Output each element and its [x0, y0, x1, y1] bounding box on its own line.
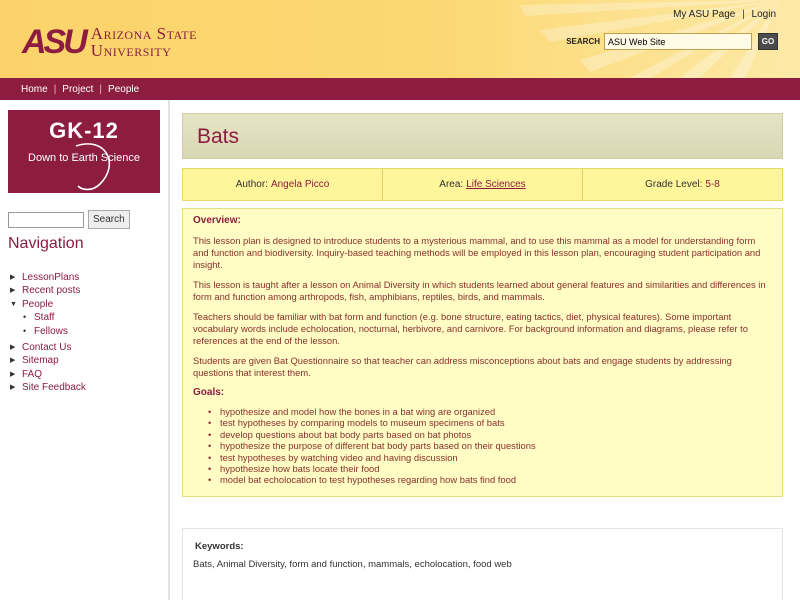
chevron-right-icon: ▶	[10, 344, 16, 352]
sidebar-item-label: Contact Us	[22, 342, 72, 354]
goal-item: • hypothesize and model how the bones in a bat wing are organized	[220, 406, 772, 417]
grade-label: Grade Level:	[645, 179, 703, 190]
sidebar-item-sitemap[interactable]	[10, 354, 86, 367]
sidebar-item-contact-us[interactable]	[10, 341, 86, 354]
chevron-down-icon: ▼	[10, 300, 17, 308]
chevron-right-icon: ▶	[10, 370, 16, 378]
site-search-input[interactable]	[604, 33, 752, 50]
goal-item: • hypothesize how bats locate their food	[220, 463, 772, 474]
login-link[interactable]: Login	[751, 9, 776, 20]
keywords-values: Bats, Animal Diversity, form and function, mammals, echolocation, food web	[193, 559, 512, 570]
overview-paragraph: This lesson plan is designed to introduce students to a mysterious mammal, and to use this mammal as a model for understanding form and function and biodiversity. Inquiry-based teaching methods will be employed in this lesson plan, encouraging student participation and insight.	[193, 235, 761, 270]
area-link[interactable]: Life Sciences	[466, 179, 526, 190]
header-search	[566, 33, 778, 50]
sidebar-item-recent-posts[interactable]	[10, 284, 86, 297]
sidebar-item-label: Fellows	[34, 325, 68, 337]
divider: |	[742, 9, 745, 20]
divider: |	[99, 83, 103, 95]
sidebar-item-faq[interactable]	[10, 368, 86, 381]
overview-paragraph: Students are given Bat Questionnaire so that teacher can address misconceptions about bats and engage students by addressing questions that interest them.	[193, 355, 732, 378]
navigation-menu	[10, 271, 86, 395]
top-links	[673, 9, 776, 20]
nav-home[interactable]: Home	[21, 83, 48, 95]
keywords-panel	[182, 528, 783, 600]
sidebar-item-label: Site Feedback	[22, 382, 86, 394]
area-cell	[383, 169, 583, 200]
page-title: Bats	[197, 125, 240, 148]
search-label: SEARCH	[566, 37, 600, 46]
primary-nav	[0, 78, 800, 100]
asu-logo-line1: Arizona State	[90, 24, 197, 43]
overview-paragraph: Teachers should be familiar with bat form and function (e.g. bone structure, eating tactics, diet, physical features). Some important vocabulary words include echolocation, nocturnal, herbivore, and carnivore. For background information and diagrams, please refer to references at the end of the lesson.	[193, 311, 748, 346]
banner-title: GK-12	[49, 118, 119, 143]
sidebar-item-label: Sitemap	[22, 355, 59, 367]
nav-people[interactable]: People	[108, 83, 140, 95]
site-header	[0, 0, 800, 78]
author-label: Author:	[235, 179, 268, 190]
chevron-right-icon: ▶	[10, 274, 16, 281]
my-asu-page-link[interactable]: My ASU Page	[673, 9, 736, 20]
sidebar-item-staff[interactable]	[10, 311, 86, 324]
chevron-right-icon: ▶	[10, 357, 16, 365]
sidebar-item-label: FAQ	[22, 368, 43, 380]
sidebar-item-lessonplans[interactable]	[10, 271, 86, 284]
chevron-right-icon: ▶	[10, 287, 16, 295]
divider: |	[53, 83, 57, 95]
go-button[interactable]: GO	[758, 33, 778, 50]
goal-item: • hypothesize the purpose of different bat body parts based on their questions	[220, 440, 772, 451]
gk12-banner[interactable]	[8, 110, 160, 193]
overview-panel	[182, 208, 783, 497]
author-value: Angela Picco	[270, 179, 330, 190]
bullet-icon: •	[23, 312, 27, 323]
sidebar-item-label: Staff	[34, 312, 55, 324]
banner-subtitle: Down to Earth Science	[28, 152, 140, 164]
sidebar-search-input[interactable]	[8, 212, 84, 228]
goals-list	[193, 406, 772, 486]
author-cell	[183, 169, 383, 200]
nav-project[interactable]: Project	[62, 83, 94, 95]
asu-logo-line2: University	[90, 41, 172, 60]
sidebar-item-label: People	[22, 298, 54, 310]
goal-item: • test hypotheses by watching video and having discussion	[220, 452, 772, 463]
bullet-icon: •	[23, 325, 27, 336]
page-title-box	[182, 113, 783, 159]
sidebar-item-site-feedback[interactable]	[10, 381, 86, 394]
goal-item: • develop questions about bat body parts based on bat photos	[220, 429, 772, 440]
sidebar-item-fellows[interactable]	[10, 325, 86, 338]
goal-item: • model bat echolocation to test hypotheses regarding how bats find food	[220, 474, 772, 485]
sidebar-item-people[interactable]	[10, 298, 86, 311]
sidebar	[0, 100, 170, 600]
sidebar-search	[8, 210, 130, 229]
grade-cell	[583, 169, 782, 200]
goals-heading: Goals:	[193, 387, 225, 398]
search-button[interactable]: Search	[88, 210, 130, 229]
area-label: Area:	[439, 179, 464, 190]
grade-value: 5-8	[705, 179, 720, 190]
goal-item: • test hypotheses by comparing models to museum specimens of bats	[220, 417, 772, 428]
lesson-meta	[182, 168, 783, 201]
asu-logo-text	[91, 25, 197, 59]
navigation-heading: Navigation	[8, 235, 84, 252]
orbit-swoosh-icon	[68, 140, 128, 192]
chevron-right-icon: ▶	[10, 384, 16, 392]
asu-logo[interactable]	[22, 24, 197, 60]
sidebar-item-label: Recent posts	[22, 285, 81, 297]
overview-heading: Overview:	[193, 215, 241, 226]
keywords-heading: Keywords:	[195, 541, 244, 552]
overview-paragraph: This lesson is taught after a lesson on Animal Diversity in which students learned about general features and similarities and differences in form and function among arthropods, fish, amphibians, reptiles, birds, and mammals.	[193, 279, 766, 302]
sidebar-item-label: LessonPlans	[22, 272, 80, 283]
asu-logo-mark: ASU	[22, 23, 85, 61]
